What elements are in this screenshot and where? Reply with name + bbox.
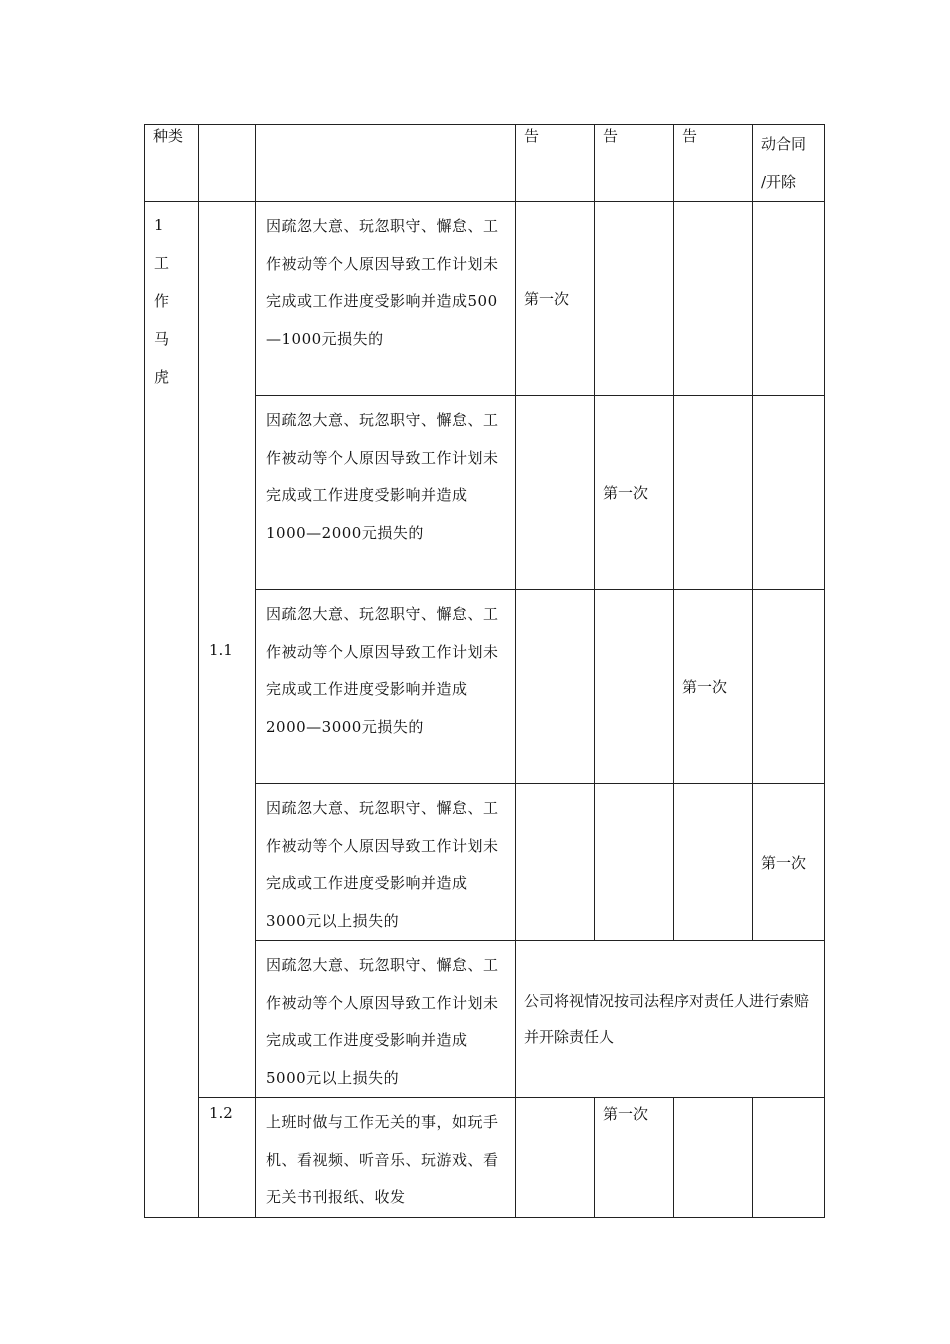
empty-cell bbox=[516, 396, 595, 590]
empty-cell bbox=[674, 396, 753, 590]
item-description: 因疏忽大意、玩忽职守、懈怠、工作被动等个人原因导致工作计划未完成或工作进度受影响并造成2000—3000元损失的 bbox=[266, 605, 499, 736]
penalty-value: 第一次 bbox=[524, 290, 570, 308]
header-warn-3: 告 bbox=[682, 127, 698, 145]
penalty-value: 第一次 bbox=[603, 1105, 649, 1123]
empty-cell bbox=[516, 1098, 595, 1218]
header-warn-2: 告 bbox=[603, 127, 619, 145]
empty-cell bbox=[753, 1098, 825, 1218]
empty-cell bbox=[674, 202, 753, 396]
header-row bbox=[145, 125, 825, 202]
category-number: 1 bbox=[154, 216, 164, 234]
empty-cell bbox=[595, 590, 674, 784]
empty-cell bbox=[674, 1098, 753, 1218]
merged-penalty-note: 公司将视情况按司法程序对责任人进行索赔并开除责任人 bbox=[524, 992, 810, 1046]
empty-cell bbox=[753, 590, 825, 784]
empty-cell bbox=[753, 202, 825, 396]
empty-cell bbox=[595, 784, 674, 941]
empty-cell bbox=[516, 590, 595, 784]
category-label bbox=[145, 202, 198, 396]
item-description: 因疏忽大意、玩忽职守、懈怠、工作被动等个人原因导致工作计划未完成或工作进度受影响并造成3000元以上损失的 bbox=[266, 799, 499, 930]
header-warn-1: 告 bbox=[524, 127, 540, 145]
penalty-value: 第一次 bbox=[603, 484, 649, 502]
item-description: 因疏忽大意、玩忽职守、懈怠、工作被动等个人原因导致工作计划未完成或工作进度受影响并造成500—1000元损失的 bbox=[266, 217, 499, 348]
item-description: 因疏忽大意、玩忽职守、懈怠、工作被动等个人原因导致工作计划未完成或工作进度受影响并造成1000—2000元损失的 bbox=[266, 411, 499, 542]
penalty-table bbox=[144, 124, 825, 1218]
category-char: 马 bbox=[154, 330, 170, 348]
penalty-value: 第一次 bbox=[761, 853, 807, 872]
header-category: 种类 bbox=[153, 127, 184, 145]
header-code-cell bbox=[199, 125, 256, 202]
empty-cell bbox=[516, 784, 595, 941]
category-char: 虎 bbox=[154, 368, 170, 386]
empty-cell bbox=[753, 396, 825, 590]
category-char: 工 bbox=[154, 254, 170, 272]
header-desc-cell bbox=[256, 125, 516, 202]
category-char: 作 bbox=[154, 292, 170, 310]
item-code: 1.1 bbox=[209, 640, 233, 659]
item-description: 上班时做与工作无关的事，如玩手机、看视频、听音乐、玩游戏、看无关书刊报纸、收发 bbox=[266, 1113, 499, 1206]
table-row bbox=[145, 1098, 825, 1218]
item-code: 1.2 bbox=[209, 1104, 233, 1122]
empty-cell bbox=[595, 202, 674, 396]
item-description: 因疏忽大意、玩忽职守、懈怠、工作被动等个人原因导致工作计划未完成或工作进度受影响并造成5000元以上损失的 bbox=[266, 956, 499, 1087]
table-row bbox=[145, 202, 825, 396]
penalty-value: 第一次 bbox=[682, 678, 728, 696]
header-dismissal: 动合同 /开除 bbox=[761, 135, 807, 191]
empty-cell bbox=[674, 784, 753, 941]
